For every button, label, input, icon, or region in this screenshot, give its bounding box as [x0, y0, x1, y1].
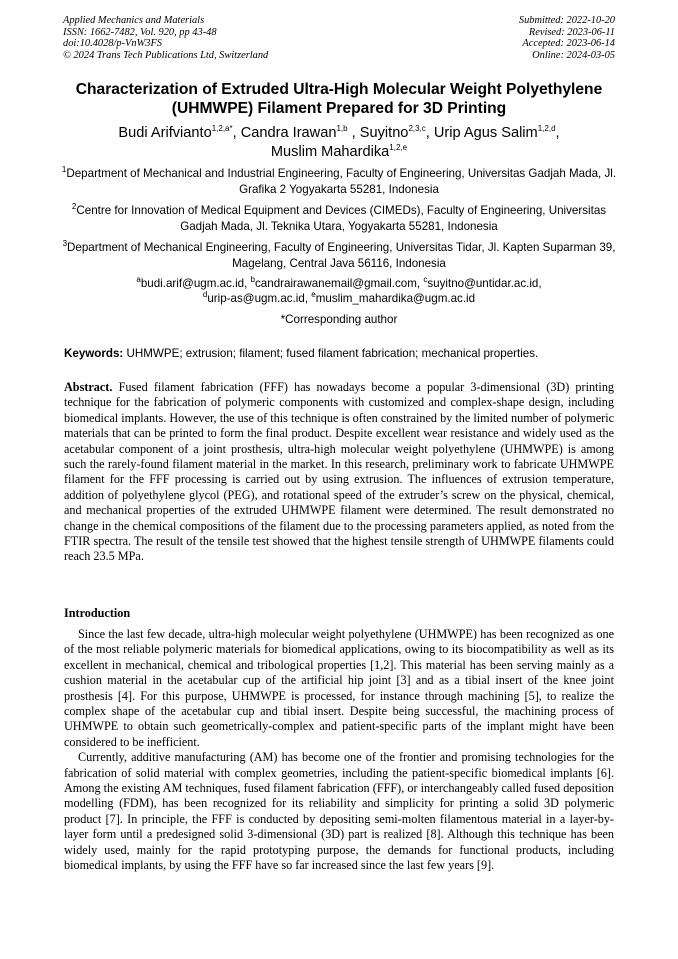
author-name: Budi Arifvianto: [118, 125, 212, 141]
author-name: Candra Irawan: [240, 125, 337, 141]
abstract-text: Fused filament fabrication (FFF) has nowadays become a popular 3-dimensional (3D) printing technique for the fabrication of polymeric components with customized and complex-shape design, including biomedical implants. However, the use of this technique is often constrained by the limited number of polymeric materials that can be printed to form the final product. Despite excellent wear resistance and widely used as the acetabular component of a joint prosthesis, ultra-high molecular weight polyethylene (UHMWPE) is among such the rarely-found filament material in the market. In this research, preliminary work to fabricate UHMWPE filament for the FFF processing is carried out by using extrusion. The influences of extrusion temperature, addition of polyethylene glycol (PEG), and rotational speed of the extruder’s screw on the physical, chemical, and mechanical properties of the extruded UHMWPE filament were determined. The result demonstrated no change in the chemical compositions of the filament due to the processing parameters applied, as noted from the FTIR spectra. The result of the tensile test showed that the highest tensile strength of UHMWPE filaments could reach 23.5 MPa.: [64, 380, 615, 564]
keywords-label: Keywords:: [64, 347, 124, 360]
email-address[interactable]: urip-as@ugm.ac.id: [207, 292, 305, 305]
email-address[interactable]: suyitno@untidar.ac.id: [427, 277, 539, 290]
email-sup: c: [423, 275, 428, 285]
affiliation-number: 2: [71, 202, 77, 212]
email-sup: a: [136, 275, 141, 285]
affiliation-text: Department of Mechanical Engineering, Faculty of Engineering, Universitas Tidar, Jl. Kapten Suparman 39, Magelang, Central Java 56116, Indonesia: [67, 241, 616, 270]
author-name: Urip Agus Salim: [433, 125, 538, 141]
email-address[interactable]: muslim_mahardika@ugm.ac.id: [315, 292, 476, 305]
abstract: [64, 380, 614, 565]
email-address[interactable]: candrairawanemail@gmail.com: [255, 277, 417, 290]
section-heading-introduction: Introduction: [64, 606, 131, 620]
affiliation-text: Department of Mechanical and Industrial Engineering, Faculty of Engineering, Universitas Gadjah Mada, Jl. Grafika 2 Yogyakarta 55281, Indonesia: [66, 167, 617, 196]
email-sup: e: [311, 290, 316, 300]
keywords-text: UHMWPE; extrusion; filament; fused filament fabrication; mechanical properties.: [126, 347, 539, 360]
author-sup: 1,2,e: [389, 143, 408, 153]
author-list: Budi Arifvianto$^{1,2,a*}$, Candra Irawan$^{1,b}$ , Suyitno$^{2,3,c}$, Urip Agus Salim$^{1,2,d}$, Muslim Mahardika$^{1,2,e}$: [118, 124, 560, 160]
email-sup: d: [202, 290, 208, 300]
affiliation-1: [55, 166, 623, 198]
date-accepted: Accepted: 2023-06-14: [522, 38, 615, 50]
email-address[interactable]: budi.arif@ugm.ac.id: [140, 277, 245, 290]
affiliation-number: 1: [61, 165, 67, 175]
affiliation-3: [55, 240, 623, 272]
author-sup: 1,2,d: [537, 124, 556, 134]
journal-doi: doi:10.4028/p-VnW3FS: [63, 38, 162, 50]
author-sup: 1,2,a*: [211, 124, 233, 134]
journal-issn: ISSN: 1662-7482, Vol. 920, pp 43-48: [63, 26, 217, 38]
journal-info: [63, 15, 268, 61]
author-emails: $^a$budi.arif@ugm.ac.id, $^b$candrairawanemail@gmail.com, $^c$suyitno@untidar.ac.id, $^d$urip-as@ugm.ac.id, $^e$muslim_mahardika@ugm.ac.id: [136, 275, 542, 305]
paragraph: Currently, additive manufacturing (AM) has become one of the frontier and promising technologies for the fabrication of solid material with complex geometries, including the patient-specific biomedical implants [6]. Among the existing AM techniques, fused filament fabrication (FFF), or interchangeably called fused deposition modelling (FDM), has been recognized for its reliability and simplicity for printing a solid 3D polymeric product [7]. In principle, the FFF is conducted by depositing semi-molten filamentous material in a layer-by-layer form until a predesigned solid 3-dimensional (3D) part is realized [8]. Although this technique has been widely used, mainly for the rapid prototyping purpose, the demands for functional products, including biomedical implants, by using the FFF have so far increased since the last few years [9].: [64, 750, 614, 873]
affiliation-number: 3: [62, 239, 68, 249]
author-name: Muslim Mahardika: [270, 144, 390, 160]
email-sup: b: [250, 275, 255, 285]
corresponding-author-note: *Corresponding author: [280, 313, 398, 326]
affiliation-text: Centre for Innovation of Medical Equipment and Devices (CIMEDs), Faculty of Engineering, Universitas Gadjah Mada, Jl. Teknika Utara, Yogyakarta 55281, Indonesia: [76, 204, 607, 233]
journal-name: Applied Mechanics and Materials: [63, 15, 205, 26]
date-online: Online: 2024-03-05: [532, 49, 615, 61]
paragraph: Since the last few decade, ultra-high molecular weight polyethylene (UHMWPE) has been recognized as one of the most reliable polymeric materials for biomedical applications, owing to its biocompatibility as well as its excellent in mechanical, chemical and tribological properties [1,2]. This material has been serving mainly as a cushion material in the acetabular cup of the artificial hip joint [3] and as a tibial insert of the knee joint prosthesis [4]. For this purpose, UHMWPE is processed, for instance through machining [5], to realize the complex shape of the acetabular cup and tibial insert. Despite being successful, the machining process of UHMWPE to obtain such geometrically-complex and patient-specific parts of the implant might have been considered to be inefficient.: [64, 627, 614, 749]
paper-title: Characterization of Extruded Ultra-High Molecular Weight Polyethylene (UHMWPE) Filament Prepared for 3D Printing: [75, 81, 603, 117]
author-sup: 1,b: [336, 124, 348, 134]
publication-dates: [519, 15, 615, 61]
date-revised: Revised: 2023-06-11: [528, 26, 615, 38]
author-name: Suyitno: [359, 125, 409, 141]
keywords: [64, 346, 624, 361]
journal-copyright: © 2024 Trans Tech Publications Ltd, Switzerland: [63, 49, 269, 61]
abstract-label: Abstract.: [64, 380, 113, 394]
introduction-body: [64, 627, 614, 874]
author-sup: 2,3,c: [408, 124, 426, 134]
affiliation-2: [55, 203, 623, 235]
date-submitted: Submitted: 2022-10-20: [518, 15, 615, 26]
